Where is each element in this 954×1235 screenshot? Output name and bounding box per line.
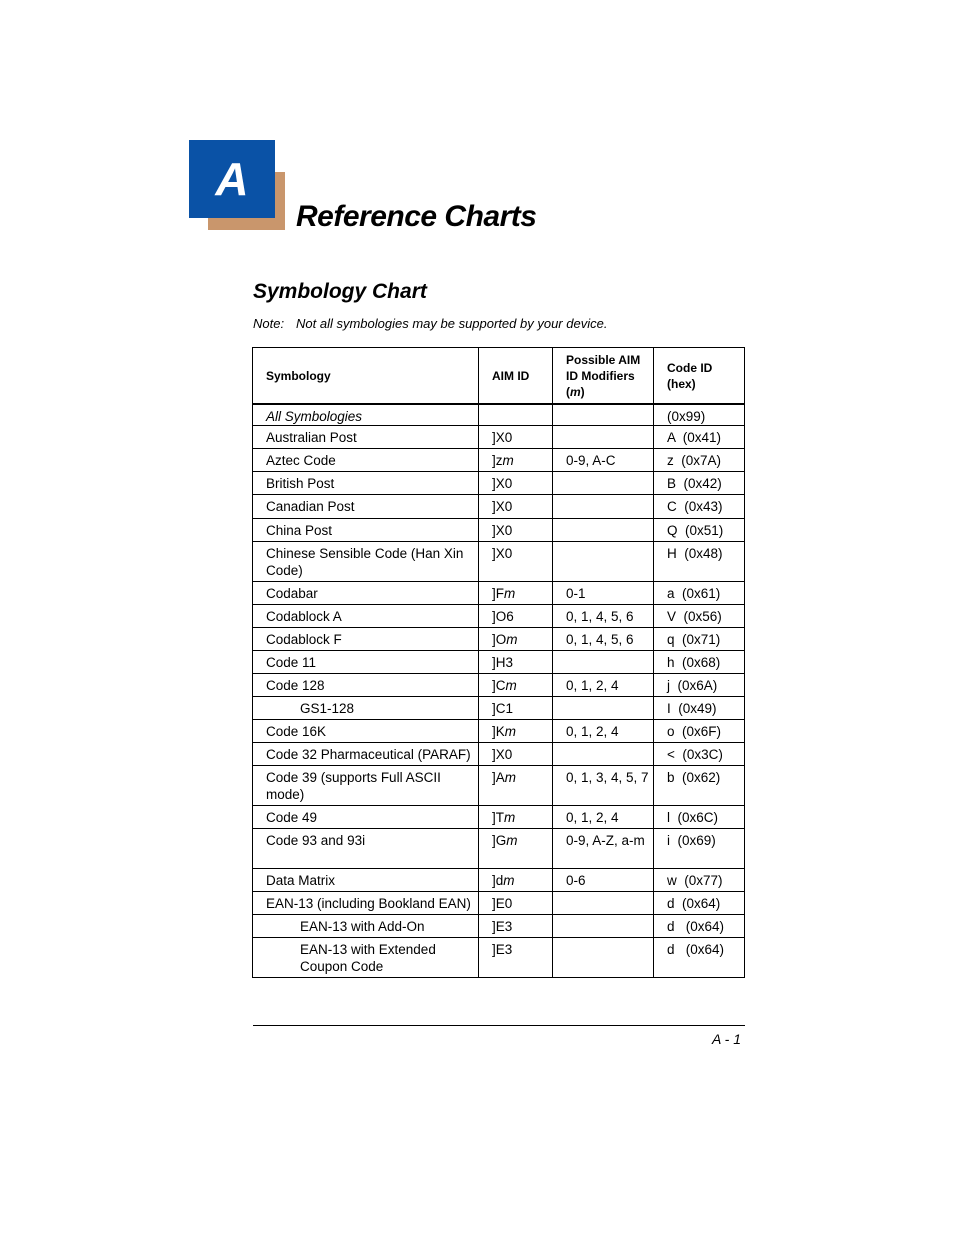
cell-aim-id — [479, 697, 553, 720]
chapter-title: Reference Charts — [296, 200, 537, 233]
cell-modifiers — [553, 542, 654, 582]
cell-symbology: Code 49 — [253, 806, 479, 829]
cell-code-id: q (0x71) — [654, 628, 745, 651]
cell-modifiers: 0, 1, 4, 5, 6 — [553, 605, 654, 628]
cell-code-id: l (0x6C) — [654, 806, 745, 829]
cell-modifiers — [553, 743, 654, 766]
cell-modifiers — [553, 651, 654, 674]
table-row — [253, 426, 745, 449]
aim-id-modifier: m — [502, 453, 514, 468]
cell-code-id: z (0x7A) — [654, 449, 745, 472]
cell-code-id: d (0x64) — [654, 892, 745, 915]
cell-code-id: h (0x68) — [654, 651, 745, 674]
aim-id-prefix: ]C — [492, 678, 506, 693]
cell-modifiers: 0, 1, 3, 4, 5, 7 — [553, 766, 654, 806]
table-row — [253, 829, 745, 869]
cell-code-id: a (0x61) — [654, 582, 745, 605]
cell-code-id: I (0x49) — [654, 697, 745, 720]
cell-symbology: EAN-13 with Extended Coupon Code — [253, 938, 479, 978]
cell-aim-id — [479, 892, 553, 915]
cell-code-id: V (0x56) — [654, 605, 745, 628]
aim-id-modifier: m — [506, 833, 518, 848]
cell-aim-id — [479, 674, 553, 697]
aim-id-modifier: m — [504, 724, 517, 739]
cell-symbology: EAN-13 with Add-On — [253, 915, 479, 938]
cell-code-id: < (0x3C) — [654, 743, 745, 766]
cell-modifiers: 0, 1, 4, 5, 6 — [553, 628, 654, 651]
cell-aim-id — [479, 628, 553, 651]
aim-id-modifier: m — [504, 770, 517, 785]
aim-id-prefix: ]O6 — [492, 609, 514, 624]
aim-id-prefix: ]T — [492, 810, 504, 825]
header-aim-id: AIM ID — [479, 348, 553, 405]
cell-code-id: o (0x6F) — [654, 720, 745, 743]
cell-symbology: Codablock F — [253, 628, 479, 651]
cell-aim-id — [479, 426, 553, 449]
cell-modifiers — [553, 697, 654, 720]
cell-aim-id — [479, 404, 553, 426]
cell-aim-id — [479, 869, 553, 892]
cell-code-id: C (0x43) — [654, 495, 745, 519]
aim-id-prefix: ]A — [492, 770, 505, 785]
table-row — [253, 697, 745, 720]
cell-symbology: Canadian Post — [253, 495, 479, 519]
cell-symbology: Code 32 Pharmaceutical (PARAF) — [253, 743, 479, 766]
aim-id-modifier: m — [503, 873, 515, 888]
table-row — [253, 743, 745, 766]
cell-code-id: j (0x6A) — [654, 674, 745, 697]
cell-symbology: EAN-13 (including Bookland EAN) — [253, 892, 479, 915]
cell-aim-id — [479, 449, 553, 472]
cell-code-id: (0x99) — [654, 404, 745, 426]
cell-aim-id — [479, 582, 553, 605]
cell-symbology: China Post — [253, 519, 479, 542]
cell-symbology: Data Matrix — [253, 869, 479, 892]
section-title: Symbology Chart — [253, 280, 427, 303]
cell-symbology: Code 39 (supports Full ASCII mode) — [253, 766, 479, 806]
aim-id-prefix: ]X0 — [492, 430, 513, 445]
aim-id-modifier: m — [504, 810, 516, 825]
table-row — [253, 720, 745, 743]
cell-symbology: British Post — [253, 472, 479, 495]
cell-code-id: w (0x77) — [654, 869, 745, 892]
cell-aim-id — [479, 519, 553, 542]
cell-modifiers: 0, 1, 2, 4 — [553, 720, 654, 743]
aim-id-prefix: ]H3 — [492, 655, 514, 670]
cell-modifiers: 0, 1, 2, 4 — [553, 806, 654, 829]
cell-code-id: d (0x64) — [654, 915, 745, 938]
table-row — [253, 519, 745, 542]
cell-aim-id — [479, 743, 553, 766]
aim-id-modifier: m — [504, 586, 516, 601]
header-modifiers-line1: Possible AIM — [566, 352, 641, 367]
cell-modifiers — [553, 495, 654, 519]
table-row — [253, 542, 745, 582]
table-row — [253, 892, 745, 915]
table-body — [253, 404, 745, 978]
page-number: A - 1 — [711, 1031, 741, 1047]
cell-symbology: Aztec Code — [253, 449, 479, 472]
table-row — [253, 938, 745, 978]
table-row — [253, 449, 745, 472]
table-row — [253, 674, 745, 697]
header-modifiers-line2: ID Modifiers — [566, 368, 635, 383]
cell-aim-id — [479, 915, 553, 938]
cell-symbology: Code 16K — [253, 720, 479, 743]
aim-id-prefix: ]G — [492, 833, 507, 848]
table-header-row — [253, 348, 745, 405]
header-code-id — [654, 348, 745, 405]
table-row — [253, 495, 745, 519]
cell-code-id: B (0x42) — [654, 472, 745, 495]
aim-id-prefix: ]K — [492, 724, 505, 739]
table-row — [253, 806, 745, 829]
note-text: Not all symbologies may be supported by your device. — [296, 316, 608, 331]
table-row — [253, 628, 745, 651]
footer-rule — [253, 1025, 745, 1026]
cell-aim-id — [479, 829, 553, 869]
chapter-letter: A — [215, 153, 249, 205]
cell-symbology: Codabar — [253, 582, 479, 605]
table-row — [253, 404, 745, 426]
aim-id-prefix: ]X0 — [492, 546, 513, 561]
aim-id-modifier: m — [505, 678, 517, 693]
aim-id-prefix: ]X0 — [492, 747, 513, 762]
aim-id-prefix: ]O — [492, 632, 507, 647]
table-row — [253, 915, 745, 938]
cell-aim-id — [479, 766, 553, 806]
cell-symbology: Code 128 — [253, 674, 479, 697]
aim-id-prefix: ]X0 — [492, 476, 513, 491]
cell-code-id: i (0x69) — [654, 829, 745, 869]
cell-modifiers — [553, 519, 654, 542]
cell-aim-id — [479, 806, 553, 829]
aim-id-prefix: ]E3 — [492, 919, 513, 934]
aim-id-prefix: ]X0 — [492, 499, 513, 514]
cell-modifiers — [553, 404, 654, 426]
header-symbology: Symbology — [253, 348, 479, 405]
note-label: Note: — [253, 316, 285, 331]
cell-code-id: A (0x41) — [654, 426, 745, 449]
cell-symbology: Australian Post — [253, 426, 479, 449]
header-code-id-line2: (hex) — [667, 376, 696, 391]
aim-id-prefix: ]F — [492, 586, 504, 601]
cell-modifiers — [553, 426, 654, 449]
note — [253, 316, 607, 331]
header-modifiers: Possible AIM ID Modifiers (m) — [553, 348, 654, 405]
table-row — [253, 582, 745, 605]
cell-aim-id — [479, 938, 553, 978]
symbology-table — [252, 347, 745, 978]
chapter-tab — [189, 140, 275, 218]
cell-aim-id — [479, 651, 553, 674]
cell-modifiers: 0-1 — [553, 582, 654, 605]
aim-id-prefix: ]C1 — [492, 701, 514, 716]
header-code-id-line1: Code ID — [667, 360, 713, 375]
aim-id-prefix: ]E3 — [492, 942, 513, 957]
cell-code-id: b (0x62) — [654, 766, 745, 806]
header-modifiers-m: m — [570, 384, 581, 399]
cell-modifiers — [553, 892, 654, 915]
cell-code-id: d (0x64) — [654, 938, 745, 978]
cell-aim-id — [479, 495, 553, 519]
cell-symbology: All Symbologies — [253, 404, 479, 426]
cell-aim-id — [479, 472, 553, 495]
cell-modifiers — [553, 472, 654, 495]
table-row — [253, 605, 745, 628]
cell-code-id: H (0x48) — [654, 542, 745, 582]
cell-symbology: GS1-128 — [253, 697, 479, 720]
cell-symbology: Chinese Sensible Code (Han Xin Code) — [253, 542, 479, 582]
table-row — [253, 651, 745, 674]
aim-id-prefix: ]z — [492, 453, 503, 468]
table-row — [253, 472, 745, 495]
cell-aim-id — [479, 720, 553, 743]
cell-symbology: Code 93 and 93i — [253, 829, 479, 869]
cell-aim-id — [479, 542, 553, 582]
cell-modifiers: 0-6 — [553, 869, 654, 892]
table-row — [253, 869, 745, 892]
cell-modifiers — [553, 915, 654, 938]
aim-id-prefix: ]d — [492, 873, 504, 888]
cell-symbology: Code 11 — [253, 651, 479, 674]
cell-aim-id — [479, 605, 553, 628]
cell-symbology: Codablock A — [253, 605, 479, 628]
cell-modifiers — [553, 938, 654, 978]
table-row — [253, 766, 745, 806]
cell-modifiers: 0, 1, 2, 4 — [553, 674, 654, 697]
cell-modifiers: 0-9, A-Z, a-m — [553, 829, 654, 869]
cell-modifiers: 0-9, A-C — [553, 449, 654, 472]
aim-id-prefix: ]X0 — [492, 523, 513, 538]
aim-id-prefix: ]E0 — [492, 896, 513, 911]
cell-code-id: Q (0x51) — [654, 519, 745, 542]
aim-id-modifier: m — [506, 632, 518, 647]
